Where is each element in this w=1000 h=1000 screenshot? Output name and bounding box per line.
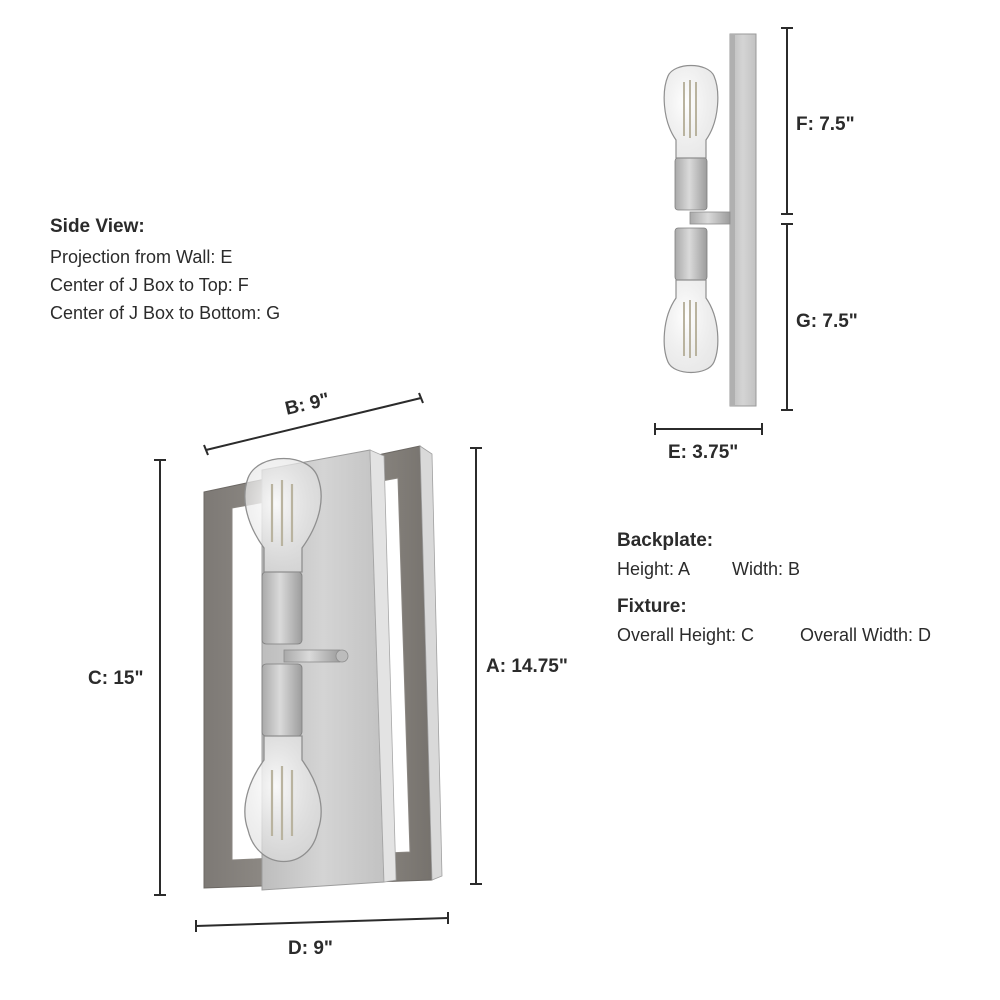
fixture-overall-width: Overall Width: D <box>800 625 932 645</box>
dimension-line-e <box>655 423 762 435</box>
side-view-fixture <box>664 34 756 406</box>
side-view-heading: Side View: <box>50 216 145 237</box>
dimension-line-c <box>154 460 166 895</box>
side-view-line-bottom: Center of J Box to Bottom: G <box>50 303 281 323</box>
dimension-label-e: E: 3.75" <box>668 442 739 463</box>
dimension-line-a <box>470 448 482 884</box>
dimension-label-f: F: 7.5" <box>796 114 855 135</box>
dimension-label-a: A: 14.75" <box>486 656 568 677</box>
front-view-fixture <box>204 446 442 890</box>
dimension-line-g <box>781 224 793 410</box>
fixture-heading: Fixture: <box>617 596 687 617</box>
side-backplate-edge <box>730 34 735 406</box>
side-socket-top <box>675 158 707 210</box>
dimension-label-c: C: 15" <box>88 668 144 689</box>
dimension-line-f <box>781 28 793 214</box>
dimension-label-d: D: 9" <box>288 938 333 959</box>
backplate-heading: Backplate: <box>617 530 714 551</box>
dimension-label-g: G: 7.5" <box>796 311 858 332</box>
side-view-line-projection: Projection from Wall: E <box>50 247 233 267</box>
side-arm <box>690 212 730 224</box>
front-socket-bottom <box>262 664 302 736</box>
backplate-height: Height: A <box>617 559 691 579</box>
backplate-width: Width: B <box>732 559 801 579</box>
front-arm <box>284 650 340 662</box>
fixture-overall-height: Overall Height: C <box>617 625 755 645</box>
side-view-line-top: Center of J Box to Top: F <box>50 275 249 295</box>
side-socket-bottom <box>675 228 707 280</box>
dimension-line-d <box>196 912 448 932</box>
front-socket-top <box>262 572 302 644</box>
dimension-label-b: B: 9" <box>283 389 332 420</box>
